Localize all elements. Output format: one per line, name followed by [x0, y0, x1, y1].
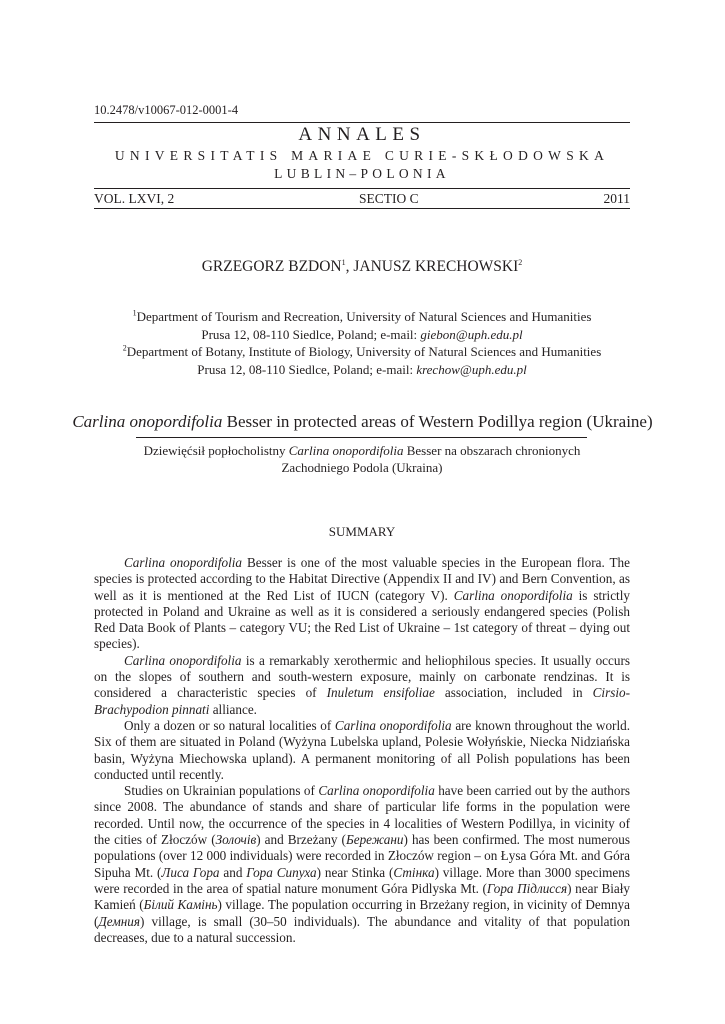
- p4-text-k: ) near Stinka (: [316, 864, 394, 880]
- affiliation-1-address: Prusa 12, 08-110 Siedlce, Poland; e-mail:: [201, 326, 421, 342]
- p4-cyrillic-demnia: Демния: [98, 913, 141, 929]
- paragraph-3: [94, 718, 630, 783]
- affiliation-1-text: Department of Tourism and Recreation, University of Natural Sciences and Humanities: [136, 309, 592, 324]
- p1-text-1: Besser is one of the most valuable species in the European flora. The species is protected according to the Habitat Directive (Appendix II and IV) and Bern Convention, as well as it is mentioned at the Red List of IUCN (category V).: [94, 555, 631, 603]
- author-2: JANUSZ KRECHOWSKI: [353, 258, 519, 275]
- p4-text-i: and: [219, 864, 247, 880]
- p4-cyrillic-zolochiv: Золочів: [215, 832, 257, 848]
- p4-text-e: ) and Brzeżany (: [256, 832, 346, 848]
- p4-text-a: Studies on Ukrainian populations of: [124, 783, 319, 799]
- section: SECTIO C: [359, 191, 419, 206]
- author-2-affiliation-mark: 2: [518, 257, 523, 267]
- p2-text-1: is a remarkably xerothermic and heliophilous species. It usually occurs on the slopes of southern and south-western exposure, mainly on carbonate rendzinas. It is considered a characteristic species of: [94, 652, 630, 701]
- author-separator: ,: [345, 258, 354, 275]
- p3-text-2: are known throughout the world. Six of them are situated in Poland (Wyżyna Lubelska upland, Polesie Wołyńskie, Niecka Nidziańska basin, Wyżyna Miechowska upland). A permanent monitoring of all Polish populations has been conducted until recently.: [94, 717, 630, 782]
- article-title: [60, 412, 665, 432]
- p4-species: Carlina onopordifolia: [318, 783, 435, 799]
- subtitle-species: Carlina onopordifolia: [288, 443, 404, 458]
- title-underline: [136, 437, 587, 438]
- p2-text-3: alliance.: [209, 701, 257, 717]
- affiliation-2-address: Prusa 12, 08-110 Siedlce, Poland; e-mail:: [197, 361, 417, 377]
- university-name: UNIVERSITATIS MARIAE CURIE-SKŁODOWSKA: [114, 148, 610, 163]
- authors: [94, 258, 630, 276]
- p4-text-g: ) has been confirmed. The most numerous populations (over 12 000 individuals) were recorded in Złoczów region – on Łysa Góra Mt. and Góra Sipuha Mt. (: [94, 832, 630, 880]
- journal-title: ANNALES: [298, 124, 426, 145]
- p2-text-2: association, included in: [434, 685, 593, 701]
- author-1-affiliation-mark: 1: [341, 257, 346, 267]
- polish-subtitle: [94, 442, 630, 476]
- subtitle-part-1: Dziewięćsił popłocholistny: [143, 443, 289, 458]
- city-name: LUBLIN–POLONIA: [274, 166, 450, 181]
- doi: 10.2478/v10067-012-0001-4: [94, 103, 239, 117]
- p4-text-o: ) near Biały Kamień (: [94, 880, 631, 913]
- p1-species-2: Carlina onopordifolia: [453, 587, 573, 603]
- title-species: Carlina onopordifolia: [72, 412, 223, 431]
- volume: VOL. LXVI, 2: [94, 191, 175, 206]
- affiliation-1-mark: 1: [132, 308, 137, 318]
- p4-cyrillic-lysa-hora: Лиса Гора: [161, 864, 220, 880]
- p1-species: Carlina onopordifolia: [124, 555, 243, 570]
- p3-text-1: Only a dozen or so natural localities of: [124, 717, 335, 733]
- year: 2011: [603, 191, 630, 206]
- p4-cyrillic-berezhany: Бережани: [345, 832, 404, 848]
- affiliation-1-line-2: [94, 326, 630, 344]
- p4-cyrillic-stinka: Стінка: [393, 864, 435, 880]
- affiliation-2-line-1: [94, 343, 630, 361]
- p3-species: Carlina onopordifolia: [334, 717, 452, 733]
- p2-association: Inuletum ensifoliae: [326, 685, 435, 701]
- header-rule-middle: [94, 188, 630, 189]
- summary-body: [94, 555, 630, 946]
- affiliation-2-mark: 2: [122, 343, 127, 353]
- author-1: GRZEGORZ BZDON: [201, 258, 342, 275]
- p2-species: Carlina onopordifolia: [124, 652, 242, 668]
- p1-text-2: is strictly protected in Poland and Ukraine as well as it is considered a seriously endangered species (Polish Red Data Book of Plants – category VU; the Red List of Ukraine – 1st category of threat – dying out species).: [94, 587, 630, 652]
- p4-cyrillic-hora-sypukha: Гора Сипуха: [246, 864, 317, 880]
- p4-text-m: ) village. More than 3000 specimens were recorded in the area of spatial nature monument Góra Pidlyska Mt. (: [94, 864, 630, 896]
- paragraph-4: [94, 783, 630, 946]
- subtitle-part-2: Besser na obszarach chronionych: [403, 443, 581, 458]
- affiliation-1-email: giebon@uph.edu.pl: [420, 326, 523, 342]
- p4-text-c: have been carried out by the authors since 2008. The abundance of stands and share of particular life forms in the population were recorded. Until now, the occurrence of the species in 4 localities of Western Podillya, in vicinity of the cities of Złoczów (: [94, 783, 630, 848]
- subtitle-line-2: Zachodniego Podola (Ukraina): [281, 460, 443, 475]
- paragraph-1: [94, 555, 630, 653]
- affiliations: [94, 308, 630, 378]
- p2-alliance: Cirsio-Brachypodion pinnati: [94, 685, 631, 717]
- paragraph-2: [94, 653, 630, 718]
- header-rule-top: [94, 122, 630, 123]
- volume-row: [94, 191, 630, 207]
- p4-cyrillic-hora-pidlyssia: Гора Підлисся: [486, 880, 568, 896]
- header-rule-bottom: [94, 208, 630, 209]
- affiliation-2-line-2: [94, 361, 630, 379]
- subtitle-line-1: [94, 442, 630, 459]
- title-rest: Besser in protected areas of Western Podillya region (Ukraine): [222, 412, 653, 431]
- summary-heading: SUMMARY: [328, 524, 396, 539]
- p4-text-s: ) village, is small (30–50 individuals). The abundance and vitality of that population decreases, due to a natural succession.: [94, 913, 630, 945]
- affiliation-2-email: krechow@uph.edu.pl: [416, 361, 527, 377]
- affiliation-2-text: Department of Botany, Institute of Biology, University of Natural Sciences and Humanities: [126, 344, 602, 359]
- affiliation-1-line-1: [94, 308, 630, 326]
- p4-text-q: ) village. The population occurring in Brzeżany region, in vicinity of Demnya (: [94, 897, 631, 929]
- p4-cyrillic-bilyi-kamin: Білий Камінь: [143, 897, 218, 913]
